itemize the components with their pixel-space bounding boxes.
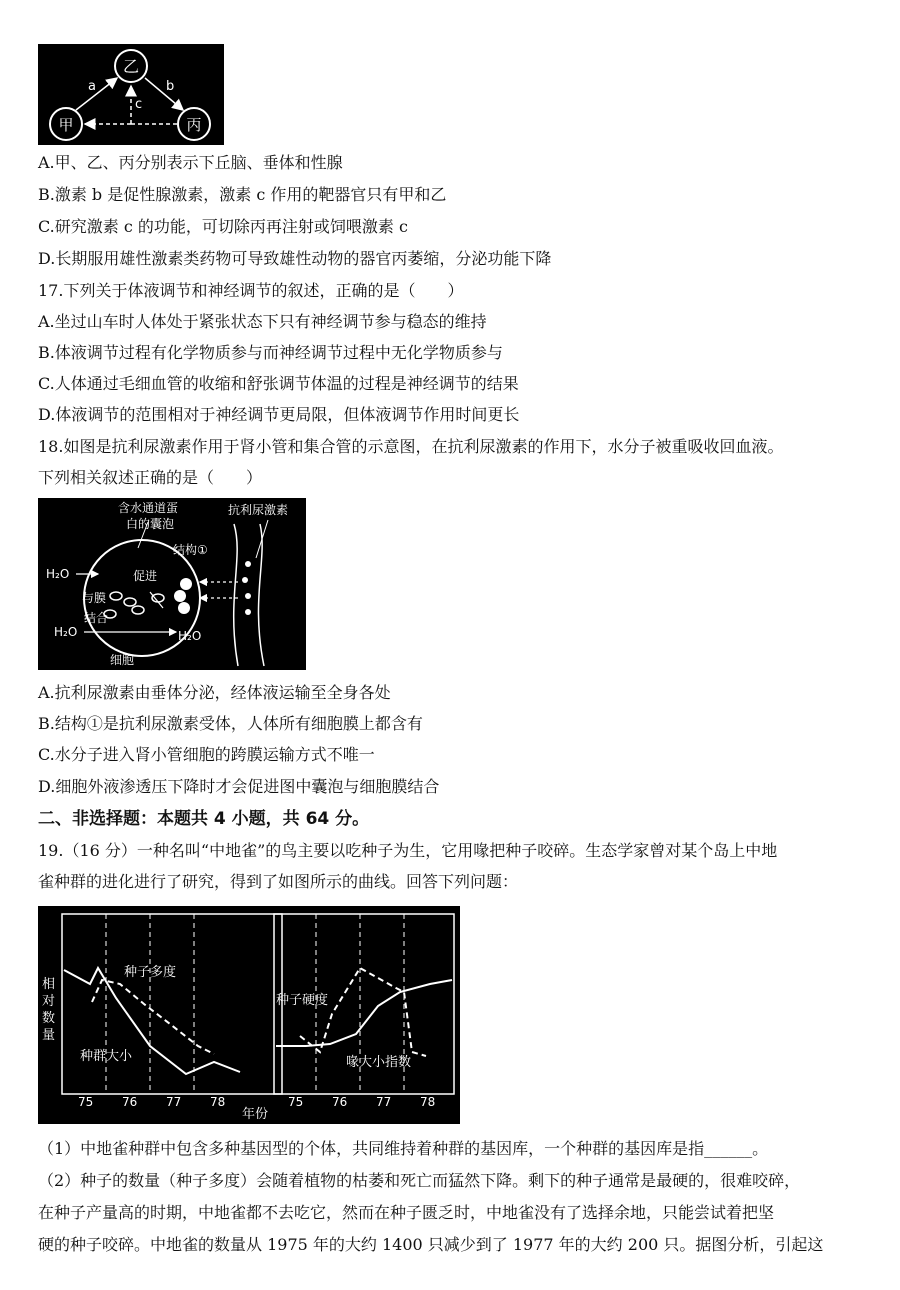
q19-line2: 雀种群的进化进行了研究，得到了如图所示的曲线。回答下列问题： [38, 872, 519, 891]
vesicle-1 [110, 592, 122, 600]
q17-stem: 17.下列关于体液调节和神经调节的叙述，正确的是（ ） [38, 281, 464, 300]
vessel-wall-right [258, 524, 264, 666]
q17-option-c: C.人体通过毛细血管的收缩和舒张调节体温的过程是神经调节的结果 [38, 374, 519, 393]
y-axis-label-1: 相 [42, 977, 56, 992]
q19-sub1: （1）中地雀种群中包含多种基因型的个体，共同维持着种群的基因库，一个种群的基因库是指______。 [38, 1139, 769, 1158]
left-xtick-76: 76 [122, 1095, 138, 1109]
vesicle-4 [132, 606, 144, 614]
left-xtick-78: 78 [210, 1095, 226, 1109]
q19-sub2-line2: 在种子产量高的时期，中地雀都不去吃它，然而在种子匮乏时，中地雀没有了选择余地，只能尝试着把坚 [38, 1203, 775, 1222]
h2o-label-1: H₂O [46, 567, 70, 581]
legend-beak-size: 喙大小指数 [346, 1055, 412, 1070]
right-xtick-77: 77 [376, 1095, 392, 1109]
q18-stem-line1: 18.如图是抗利尿激素作用于肾小管和集合管的示意图，在抗利尿激素的作用下，水分子被重吸收回血液。 [38, 437, 784, 456]
structure-label: 结构① [173, 543, 208, 557]
q19-sub2-line3: 硬的种子咬碎。中地雀的数量从 1975 年的大约 1400 只减少到了 1977 年的大约 200 只。据图分析，引起这 [38, 1235, 824, 1254]
vesicle-5 [152, 594, 164, 602]
hormone-label: 抗利尿激素 [228, 503, 289, 517]
h2o-label-2: H₂O [54, 625, 78, 639]
left-panel-frame [62, 914, 282, 1094]
figure-adh-cell [38, 498, 306, 670]
q17-option-d: D.体液调节的范围相对于神经调节更局限，但体液调节作用时间更长 [38, 405, 520, 424]
y-axis-label-4: 量 [42, 1028, 56, 1043]
vesicle-3 [124, 598, 136, 606]
hormone-dot-1 [245, 561, 251, 567]
q18-option-d: D.细胞外液渗透压下降时才会促进图中囊泡与细胞膜结合 [38, 777, 440, 796]
q16-option-a: A.甲、乙、丙分别表示下丘脑、垂体和性腺 [38, 153, 343, 172]
section-2-heading: 二、非选择题：本题共 4 小题，共 64 分。 [38, 809, 370, 829]
edge-b-label: b [166, 79, 175, 94]
receptor-3 [178, 602, 190, 614]
bind-label: 结合 [84, 611, 109, 625]
vesicle-label-1: 含水通道蛋 [118, 501, 179, 515]
promote-label: 促进 [133, 569, 158, 583]
left-xtick-77: 77 [166, 1095, 182, 1109]
right-xtick-75: 75 [288, 1095, 304, 1109]
legend-seed-abundance: 种子多度 [124, 965, 177, 980]
receptor-2 [174, 590, 186, 602]
arrow-a [76, 78, 117, 110]
node-left-label: 甲 [58, 116, 74, 134]
y-axis-label-2: 对 [42, 994, 56, 1009]
q17-option-a: A.坐过山车时人体处于紧张状态下只有神经调节参与稳态的维持 [38, 312, 487, 331]
y-axis-label-3: 数 [42, 1011, 56, 1026]
figure-hormone-triangle [38, 44, 224, 145]
hormone-dot-2 [242, 577, 248, 583]
legend-seed-hardness: 种子硬度 [276, 993, 329, 1008]
q16-option-b: B.激素 b 是促性腺激素，激素 c 作用的靶器官只有甲和乙 [38, 185, 447, 204]
x-axis-label: 年份 [242, 1107, 269, 1122]
with-membrane-label: 与膜 [82, 591, 107, 605]
q16-option-d: D.长期服用雄性激素类药物可导致雄性动物的器官丙萎缩，分泌功能下降 [38, 249, 552, 268]
q17-option-b: B.体液调节过程有化学物质参与而神经调节过程中无化学物质参与 [38, 343, 503, 362]
right-xtick-78: 78 [420, 1095, 436, 1109]
h2o-label-3: H₂O [178, 629, 202, 643]
receptor-1 [180, 578, 192, 590]
q18-option-a: A.抗利尿激素由垂体分泌，经体液运输至全身各处 [38, 683, 391, 702]
node-top-label: 乙 [122, 57, 140, 76]
vesicle-label-2: 白的囊泡 [126, 517, 175, 531]
series-beak-size [276, 980, 452, 1046]
vessel-wall-left [234, 524, 238, 666]
cell-label: 细胞 [110, 653, 135, 667]
q18-option-b: B.结构①是抗利尿激素受体，人体所有细胞膜上都含有 [38, 714, 423, 733]
edge-c-label: c [135, 97, 143, 112]
node-right-label: 丙 [186, 116, 202, 134]
right-xtick-76: 76 [332, 1095, 348, 1109]
hormone-dot-3 [245, 593, 251, 599]
edge-a-label: a [88, 79, 96, 94]
q19-line1: 19.（16 分）一种名叫“中地雀”的鸟主要以吃种子为生，它用喙把种子咬碎。生态学家曾对某个岛上中地 [38, 841, 778, 860]
legend-population-size: 种群大小 [80, 1049, 133, 1064]
hormone-dot-4 [245, 609, 251, 615]
figure-finch-chart [38, 906, 460, 1124]
left-xtick-75: 75 [78, 1095, 94, 1109]
q16-option-c: C.研究激素 c 的功能，可切除丙再注射或饲喂激素 c [38, 217, 408, 236]
q19-sub2-line1: （2）种子的数量（种子多度）会随着植物的枯萎和死亡而猛然下降。剩下的种子通常是最硬的，很难咬碎， [38, 1171, 801, 1190]
series-seed-abundance [92, 980, 214, 1054]
q18-stem-line2: 下列相关叙述正确的是（ ） [38, 468, 263, 487]
arrow-b [145, 78, 183, 110]
series-seed-hardness [300, 968, 426, 1056]
q18-option-c: C.水分子进入肾小管细胞的跨膜运输方式不唯一 [38, 745, 375, 764]
